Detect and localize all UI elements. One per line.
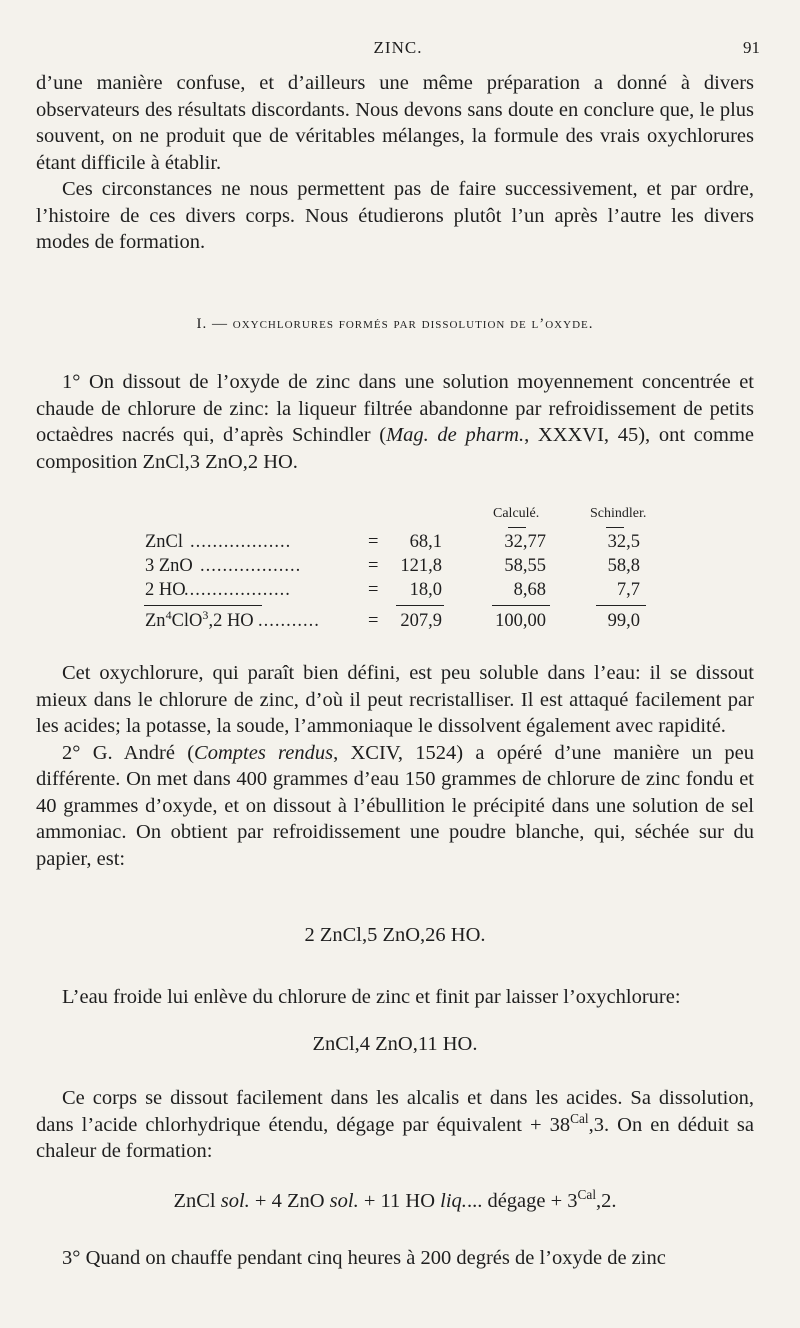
superscript: Cal xyxy=(577,1187,597,1203)
total-calc: 100,00 xyxy=(495,611,546,631)
section-numeral: I. xyxy=(196,316,208,332)
paragraph: Cet oxychlorure, qui paraît bien défini, est peu soluble dans l’eau: il se dissout mieux dans le chlorure de zinc, d’où il peut recristalliser. Il est attaqué facilement par les acides; la potasse, la soude, l’ammoniaque le dissolvent également avec rapidité. xyxy=(36,662,754,737)
text-run: + 4 ZnO xyxy=(249,1190,330,1212)
state-label: liq. xyxy=(440,1190,467,1212)
paragraph xyxy=(36,740,754,873)
equals-sign: = xyxy=(368,611,379,631)
text-run: , XXXVI, 45), ont comme composition ZnCl,3 ZnO,2 HO. xyxy=(36,424,755,473)
text-run: 1° On dissout de l’oxyde de zinc dans une solution moyennement concentrée et chaude de chlorure de zinc: la liqueur filtrée abandonne par refroidissement de petits octaèdres nacrés qui, d’après Schindler ( xyxy=(36,371,754,446)
text-run: ClO xyxy=(171,611,203,631)
text-run: + 11 HO xyxy=(358,1190,441,1212)
row-calc: 58,55 xyxy=(504,556,546,576)
running-header xyxy=(36,38,760,60)
leader-dots: .................. xyxy=(190,532,292,552)
intro-text xyxy=(36,70,754,256)
formula: ZnCl,4 ZnO,11 HO. xyxy=(312,1033,478,1055)
row-label: 2 HO xyxy=(145,580,186,600)
total-exp: 99,0 xyxy=(607,611,640,631)
row-label: ZnCl xyxy=(145,532,184,552)
paragraph: L’eau froide lui enlève du chlorure de zinc et finit par laisser l’oxychlorure: xyxy=(62,986,681,1008)
total-label xyxy=(145,607,254,632)
paragraph xyxy=(36,1085,754,1165)
journal-reference: Comptes rendus xyxy=(194,741,334,764)
state-label: sol. xyxy=(329,1190,359,1212)
leader-dots: ........... xyxy=(258,611,320,631)
row-exp: 7,7 xyxy=(616,580,640,600)
superscript: 3 xyxy=(202,607,209,622)
paragraph: 3° Quand on chauffe pendant cinq heures à 200 degrés de l’oxyde de zinc xyxy=(62,1247,666,1269)
text-run: Ce corps se dissout facilement dans les alcalis et dans les acides. Sa dissolution, dans l’acide chlorhydrique étendu, dégage par équivalent + 38 xyxy=(36,1087,754,1136)
text-run: ZnCl xyxy=(173,1190,221,1212)
section-title: oxychlorures formés par dissolution de l’oxyde. xyxy=(232,316,594,332)
row-value: 121,8 xyxy=(400,556,442,576)
superscript: Cal xyxy=(570,1110,589,1126)
text-run: ... dégage + 3 xyxy=(466,1190,578,1212)
header-rule xyxy=(508,527,526,528)
row-value: 18,0 xyxy=(409,580,442,600)
paragraph xyxy=(36,369,754,475)
total-rule xyxy=(492,605,550,606)
page-number: 91 xyxy=(743,38,760,57)
total-rule xyxy=(596,605,646,606)
cold-water-text xyxy=(36,984,754,1011)
row-exp: 32,5 xyxy=(607,532,640,552)
total-rule xyxy=(144,605,262,606)
properties-text xyxy=(36,660,754,872)
column-header-schindler: Schindler. xyxy=(590,506,647,521)
formula xyxy=(36,1187,754,1213)
total-value: 207,9 xyxy=(400,611,442,631)
state-label: sol. xyxy=(220,1190,250,1212)
header-rule xyxy=(606,527,624,528)
formula: 2 ZnCl,5 ZnO,26 HO. xyxy=(304,924,486,946)
text-run: Zn xyxy=(145,611,166,631)
equals-sign: = xyxy=(368,580,379,600)
journal-reference: Mag. de pharm. xyxy=(386,424,525,446)
text-run: ,2. xyxy=(596,1190,617,1212)
row-exp: 58,8 xyxy=(607,556,640,576)
row-value: 68,1 xyxy=(409,532,442,552)
method-1-text xyxy=(36,369,754,475)
text-run: 2° G. André ( xyxy=(62,741,195,764)
leader-dots: ................... xyxy=(184,580,291,600)
equals-sign: = xyxy=(368,556,379,576)
running-title: ZINC. xyxy=(373,38,423,57)
text-run: ,3. On en déduit sa chaleur de formation: xyxy=(36,1113,754,1162)
row-calc: 8,68 xyxy=(513,580,546,600)
method-3-text xyxy=(36,1245,754,1272)
paragraph: Ces circonstances ne nous permettent pas de faire successivement, et par ordre, l’histoire de ces divers corps. Nous étudierons plutôt l’un après l’autre les divers modes de formation. xyxy=(36,178,754,253)
row-label: 3 ZnO xyxy=(145,556,193,576)
paragraph: d’une manière confuse, et d’ailleurs une même préparation a donné à divers observateurs des résultats discordants. Nous devons sans doute en conclure que, le plus souvent, on ne produit que de véritables mélanges, la formule des vrais oxychlorures étant difficile à établir. xyxy=(36,72,754,174)
text-run: ,2 HO xyxy=(208,611,254,631)
section-dash: — xyxy=(212,316,228,332)
superscript: 4 xyxy=(165,607,172,622)
dissolution-text xyxy=(36,1085,754,1165)
leader-dots: .................. xyxy=(200,556,302,576)
row-calc: 32,77 xyxy=(504,532,546,552)
column-header-calcule: Calculé. xyxy=(493,506,540,521)
total-rule xyxy=(396,605,444,606)
text-run: , XCIV, 1524) a opéré d’une manière un peu différente. On met dans 400 grammes d’eau 150 grammes de chlorure de zinc fondu et 40 grammes d’oxyde, et on dissout à l’ébullition le précipité dans une solution de sel ammoniac. On obtient par refroidissement une poudre blanche, qui, séchée sur du papier, est: xyxy=(36,741,754,870)
equals-sign: = xyxy=(368,532,379,552)
section-heading xyxy=(36,316,754,333)
